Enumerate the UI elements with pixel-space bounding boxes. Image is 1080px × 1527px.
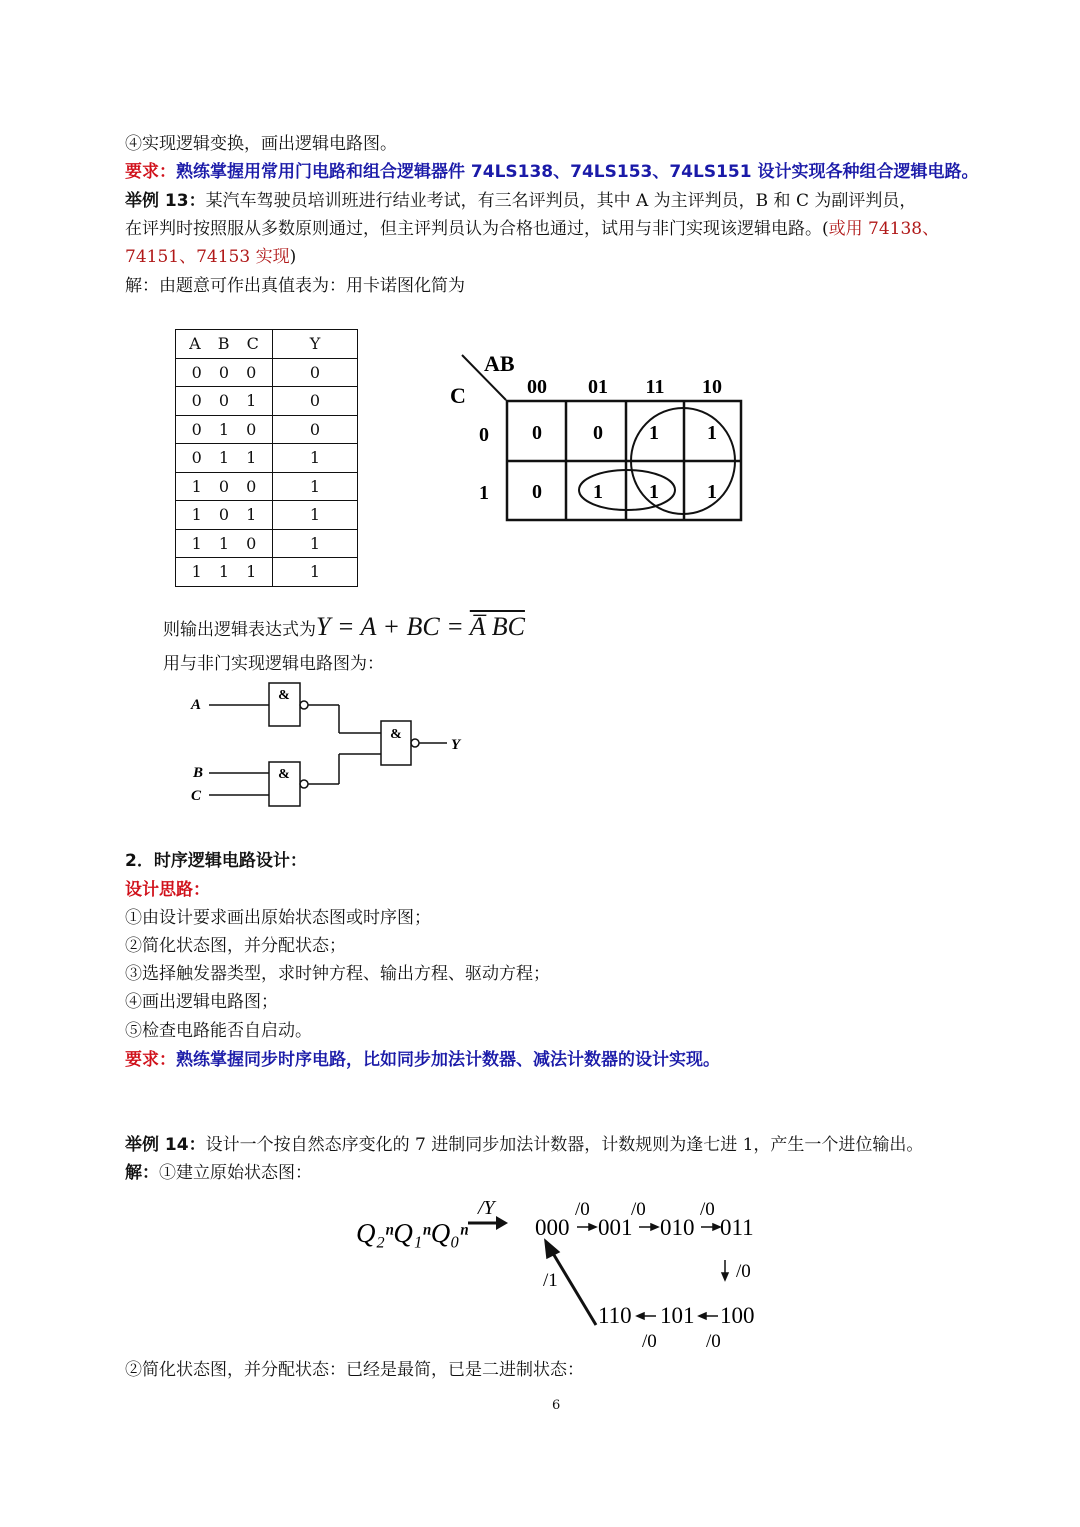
cell: 0 bbox=[273, 415, 358, 444]
kmap-cell: 1 bbox=[649, 481, 659, 503]
step-4: ④实现逻辑变换，画出逻辑电路图。 bbox=[125, 134, 397, 154]
step-2: ②简化状态图，并分配状态； bbox=[125, 936, 346, 956]
and-symbol: & bbox=[278, 688, 290, 703]
expression-line bbox=[163, 612, 525, 645]
cell: 1 0 1 bbox=[176, 501, 273, 530]
cell: 0 0 1 bbox=[176, 387, 273, 416]
cell: 0 bbox=[273, 358, 358, 387]
req-text: 熟练掌握用常用门电路和组合逻辑器件 74LS138、74LS153、74LS151 设计实现各种组合逻辑电路。 bbox=[176, 162, 979, 182]
sol-text: ①建立原始状态图： bbox=[159, 1163, 312, 1183]
cell: 1 bbox=[273, 558, 358, 587]
output-label: /Y bbox=[478, 1197, 495, 1219]
transition-output: /1 bbox=[543, 1270, 558, 1291]
state-010: 010 bbox=[660, 1215, 695, 1240]
output-y-label: Y bbox=[451, 737, 461, 753]
table-row bbox=[176, 501, 358, 530]
kmap-cell: 1 bbox=[593, 481, 603, 503]
req-label: 要求： bbox=[125, 162, 176, 182]
state-000: 000 bbox=[535, 1215, 570, 1240]
table-row bbox=[176, 444, 358, 473]
example-label: 举例 13： bbox=[125, 191, 206, 211]
table-row bbox=[176, 358, 358, 387]
input-c-label: C bbox=[191, 788, 202, 804]
table-row bbox=[176, 415, 358, 444]
and-symbol: & bbox=[390, 727, 402, 742]
transition-output: /0 bbox=[631, 1199, 646, 1220]
kmap-cell: 0 bbox=[532, 422, 542, 444]
kmap-col-label: 00 bbox=[527, 376, 547, 398]
header-abc: A B C bbox=[176, 330, 273, 359]
header-y: Y bbox=[273, 330, 358, 359]
cell: 1 bbox=[273, 472, 358, 501]
kmap-col-label: 10 bbox=[702, 376, 722, 398]
table-row bbox=[176, 387, 358, 416]
sol-label: 解： bbox=[125, 1163, 159, 1183]
table-row bbox=[176, 529, 358, 558]
cell: 1 bbox=[273, 529, 358, 558]
kmap-cell: 0 bbox=[532, 481, 542, 503]
design-idea-label: 设计思路： bbox=[125, 880, 210, 900]
step-3: ③选择触发器类型，求时钟方程、输出方程、驱动方程； bbox=[125, 964, 550, 984]
input-a-label: A bbox=[191, 697, 202, 713]
example-14 bbox=[125, 1134, 923, 1156]
nand-expression: A̅ BC bbox=[469, 612, 525, 641]
input-b-label: B bbox=[193, 765, 204, 781]
example-label: 举例 14： bbox=[125, 1135, 206, 1155]
state-100: 100 bbox=[720, 1303, 755, 1328]
kmap-row-label: 0 bbox=[479, 424, 489, 446]
kmap-row-label: 1 bbox=[479, 482, 489, 504]
circuit-caption: 用与非门实现逻辑电路图为： bbox=[163, 654, 384, 674]
requirement-2 bbox=[125, 1049, 720, 1071]
state-diagram bbox=[340, 1190, 780, 1360]
kmap-cell: 1 bbox=[649, 422, 659, 444]
kmap-col-label: 01 bbox=[588, 376, 608, 398]
state-110: 110 bbox=[598, 1303, 632, 1328]
state-variable-label: Q₂ⁿQ₁ⁿQ₀ⁿ bbox=[356, 1218, 469, 1248]
cell: 1 0 0 bbox=[176, 472, 273, 501]
table-header bbox=[176, 330, 358, 359]
kmap-col-var: AB bbox=[484, 351, 515, 376]
table-row bbox=[176, 472, 358, 501]
cell: 1 bbox=[273, 444, 358, 473]
state-001: 001 bbox=[598, 1215, 633, 1240]
logic-expression: Y = A + BC = bbox=[316, 612, 470, 641]
cell: 1 bbox=[273, 501, 358, 530]
paren: ) bbox=[289, 247, 297, 267]
step-4b: ④画出逻辑电路图； bbox=[125, 992, 278, 1012]
section-2-heading: 2．时序逻辑电路设计： bbox=[125, 851, 307, 871]
example-text: 某汽车驾驶员培训班进行结业考试，有三名评判员，其中 A 为主评判员，B 和 C 为副评判员， bbox=[205, 191, 917, 211]
transition-output: /0 bbox=[642, 1331, 657, 1352]
example-text: 在评判时按照服从多数原则通过，但主评判员认为合格也通过，试用与非门实现该逻辑电路。( bbox=[125, 219, 829, 239]
alt-note: 或用 74138、 bbox=[828, 219, 940, 239]
truth-table bbox=[175, 329, 358, 587]
example-13 bbox=[125, 190, 916, 212]
kmap-cell: 1 bbox=[707, 481, 717, 503]
transition-output: /0 bbox=[736, 1261, 751, 1282]
kmap-col-label: 11 bbox=[645, 376, 665, 398]
kmap-cell: 0 bbox=[593, 422, 603, 444]
state-011: 011 bbox=[720, 1215, 754, 1240]
solution-14 bbox=[125, 1162, 312, 1184]
page-number: 6 bbox=[552, 1398, 561, 1413]
table-row bbox=[176, 558, 358, 587]
cell: 1 1 0 bbox=[176, 529, 273, 558]
alt-note: 74151、74153 实现 bbox=[125, 247, 290, 267]
requirement-1 bbox=[125, 161, 979, 183]
kmap-row-var: C bbox=[450, 383, 466, 408]
cell: 0 1 1 bbox=[176, 444, 273, 473]
transition-output: /0 bbox=[575, 1199, 590, 1220]
karnaugh-map bbox=[440, 345, 760, 535]
cell: 0 0 0 bbox=[176, 358, 273, 387]
example-13-line3 bbox=[125, 246, 296, 268]
expr-prefix: 则输出逻辑表达式为 bbox=[163, 620, 316, 640]
and-symbol: & bbox=[278, 767, 290, 782]
transition-output: /0 bbox=[706, 1331, 721, 1352]
kmap-cell: 1 bbox=[707, 422, 717, 444]
step-5: ⑤检查电路能否自启动。 bbox=[125, 1021, 312, 1041]
state-101: 101 bbox=[660, 1303, 695, 1328]
req-label: 要求： bbox=[125, 1050, 176, 1070]
step-1: ①由设计要求画出原始状态图或时序图； bbox=[125, 908, 431, 928]
nand-circuit bbox=[185, 678, 475, 813]
req-text: 熟练掌握同步时序电路，比如同步加法计数器、减法计数器的设计实现。 bbox=[176, 1050, 720, 1070]
example-text: 设计一个按自然态序变化的 7 进制同步加法计数器，计数规则为逢七进 1，产生一个进位输出。 bbox=[205, 1135, 924, 1155]
cell: 0 1 0 bbox=[176, 415, 273, 444]
simplify-step: ②简化状态图，并分配状态：已经是最简，已是二进制状态： bbox=[125, 1360, 584, 1380]
solution-intro: 解：由题意可作出真值表为：用卡诺图化简为 bbox=[125, 276, 465, 296]
cell: 0 bbox=[273, 387, 358, 416]
transition-output: /0 bbox=[700, 1199, 715, 1220]
example-13-line2 bbox=[125, 218, 939, 240]
cell: 1 1 1 bbox=[176, 558, 273, 587]
